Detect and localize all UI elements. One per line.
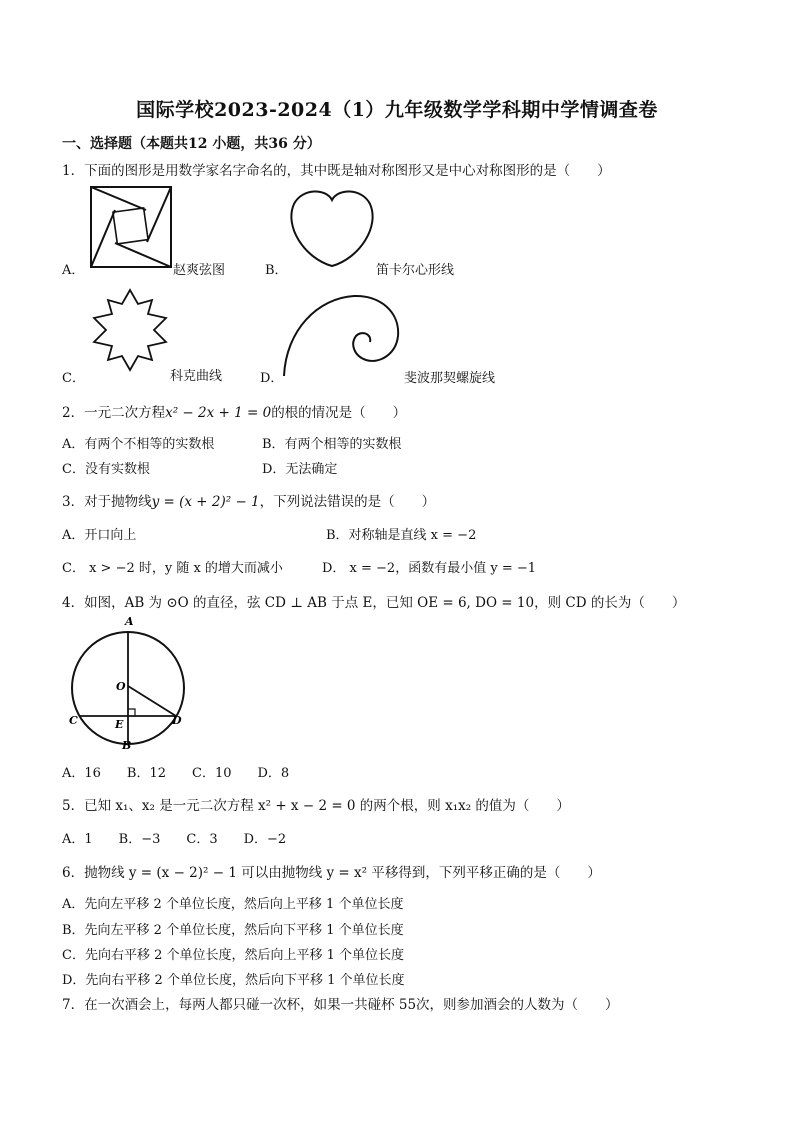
q7-stem: 7．在一次酒会上，每两人都只碰一次杯，如果一共碰杯 55次，则参加酒会的人数为（ ） — [62, 997, 619, 1013]
label-d: D — [172, 714, 182, 727]
q2-stem — [62, 401, 406, 421]
q3-equation: y = (x + 2)² − 1 — [151, 494, 260, 510]
q2-option-a: A．有两个不相等的实数根 — [62, 437, 215, 452]
q2-option-c: C．没有实数根 — [62, 462, 150, 477]
q2-equation: x² − 2x + 1 = 0 — [165, 405, 272, 421]
q3-option-c: C． x > −2 时，y 随 x 的增大而减小 — [62, 561, 283, 576]
q6-stem: 6．抛物线 y = (x − 2)² − 1 可以由抛物线 y = x² 平移得到，下列平移正确的是（ ） — [62, 865, 601, 881]
q1-option-b-name: 笛卡尔心形线 — [376, 263, 455, 278]
cardioid-figure — [286, 186, 378, 268]
label-a: A — [125, 615, 134, 628]
q3-option-a: A．开口向上 — [62, 528, 137, 543]
label-o: O — [116, 680, 126, 693]
q1-option-a-letter: A． — [62, 263, 85, 278]
q1-option-a-name: 赵爽弦图 — [173, 263, 226, 278]
q3-option-d: D． x = −2，函数有最小值 y = −1 — [322, 561, 537, 576]
q6-option-a: A．先向左平移 2 个单位长度，然后向上平移 1 个单位长度 — [62, 897, 404, 912]
q3-option-b: B．对称轴是直线 x = −2 — [326, 528, 477, 543]
q6-option-d: D．先向右平移 2 个单位长度，然后向下平移 1 个单位长度 — [62, 973, 405, 988]
q6-option-c: C．先向右平移 2 个单位长度，然后向上平移 1 个单位长度 — [62, 948, 405, 963]
q1-option-d-letter: D． — [260, 371, 284, 386]
q3-stem — [62, 490, 435, 510]
q4-options: A．16 B．12 C．10 D．8 — [62, 766, 290, 781]
q1-option-d-name: 斐波那契螺旋线 — [404, 371, 496, 386]
page-title: 国际学校2023-2024（1）九年级数学学科期中学情调查卷 — [136, 99, 658, 121]
q1-option-c-letter: C． — [62, 371, 85, 386]
q5-options: A．1 B．−3 C．3 D．−2 — [62, 832, 287, 847]
q6-option-b: B．先向左平移 2 个单位长度，然后向下平移 1 个单位长度 — [62, 923, 404, 938]
q2-option-b: B．有两个相等的实数根 — [262, 437, 402, 452]
koch-curve-figure — [90, 288, 170, 372]
section-heading: 一、选择题（本题共12 小题，共36 分） — [62, 136, 321, 152]
circle-diagram — [66, 612, 190, 754]
q1-option-b-letter: B． — [265, 263, 288, 278]
q4-stem: 4．如图，AB 为 ⊙O 的直径，弦 CD ⊥ AB 于点 E，已知 OE = 6, DO = 10，则 CD 的长为（ ） — [62, 595, 686, 611]
label-e: E — [115, 718, 124, 731]
q5-stem: 5．已知 x₁、x₂ 是一元二次方程 x² + x − 2 = 0 的两个根，则 x₁x₂ 的值为（ ） — [62, 798, 570, 814]
zhao-shuang-figure — [90, 186, 172, 268]
q3-stem-pre: 3．对于抛物线 — [62, 494, 152, 510]
q3-stem-post: ，下列说法错误的是（ ） — [259, 494, 436, 510]
label-b: B — [122, 739, 132, 752]
q1-stem: 1．下面的图形是用数学家名字命名的，其中既是轴对称图形又是中心对称图形的是（ ） — [62, 163, 611, 179]
fibonacci-spiral-figure — [282, 290, 402, 382]
q2-stem-pre: 2．一元二次方程 — [62, 405, 166, 421]
q1-option-c-name: 科克曲线 — [170, 369, 223, 384]
label-c: C — [69, 714, 78, 727]
q2-option-d: D．无法确定 — [262, 462, 338, 477]
q2-stem-post: 的根的情况是（ ） — [271, 405, 407, 421]
